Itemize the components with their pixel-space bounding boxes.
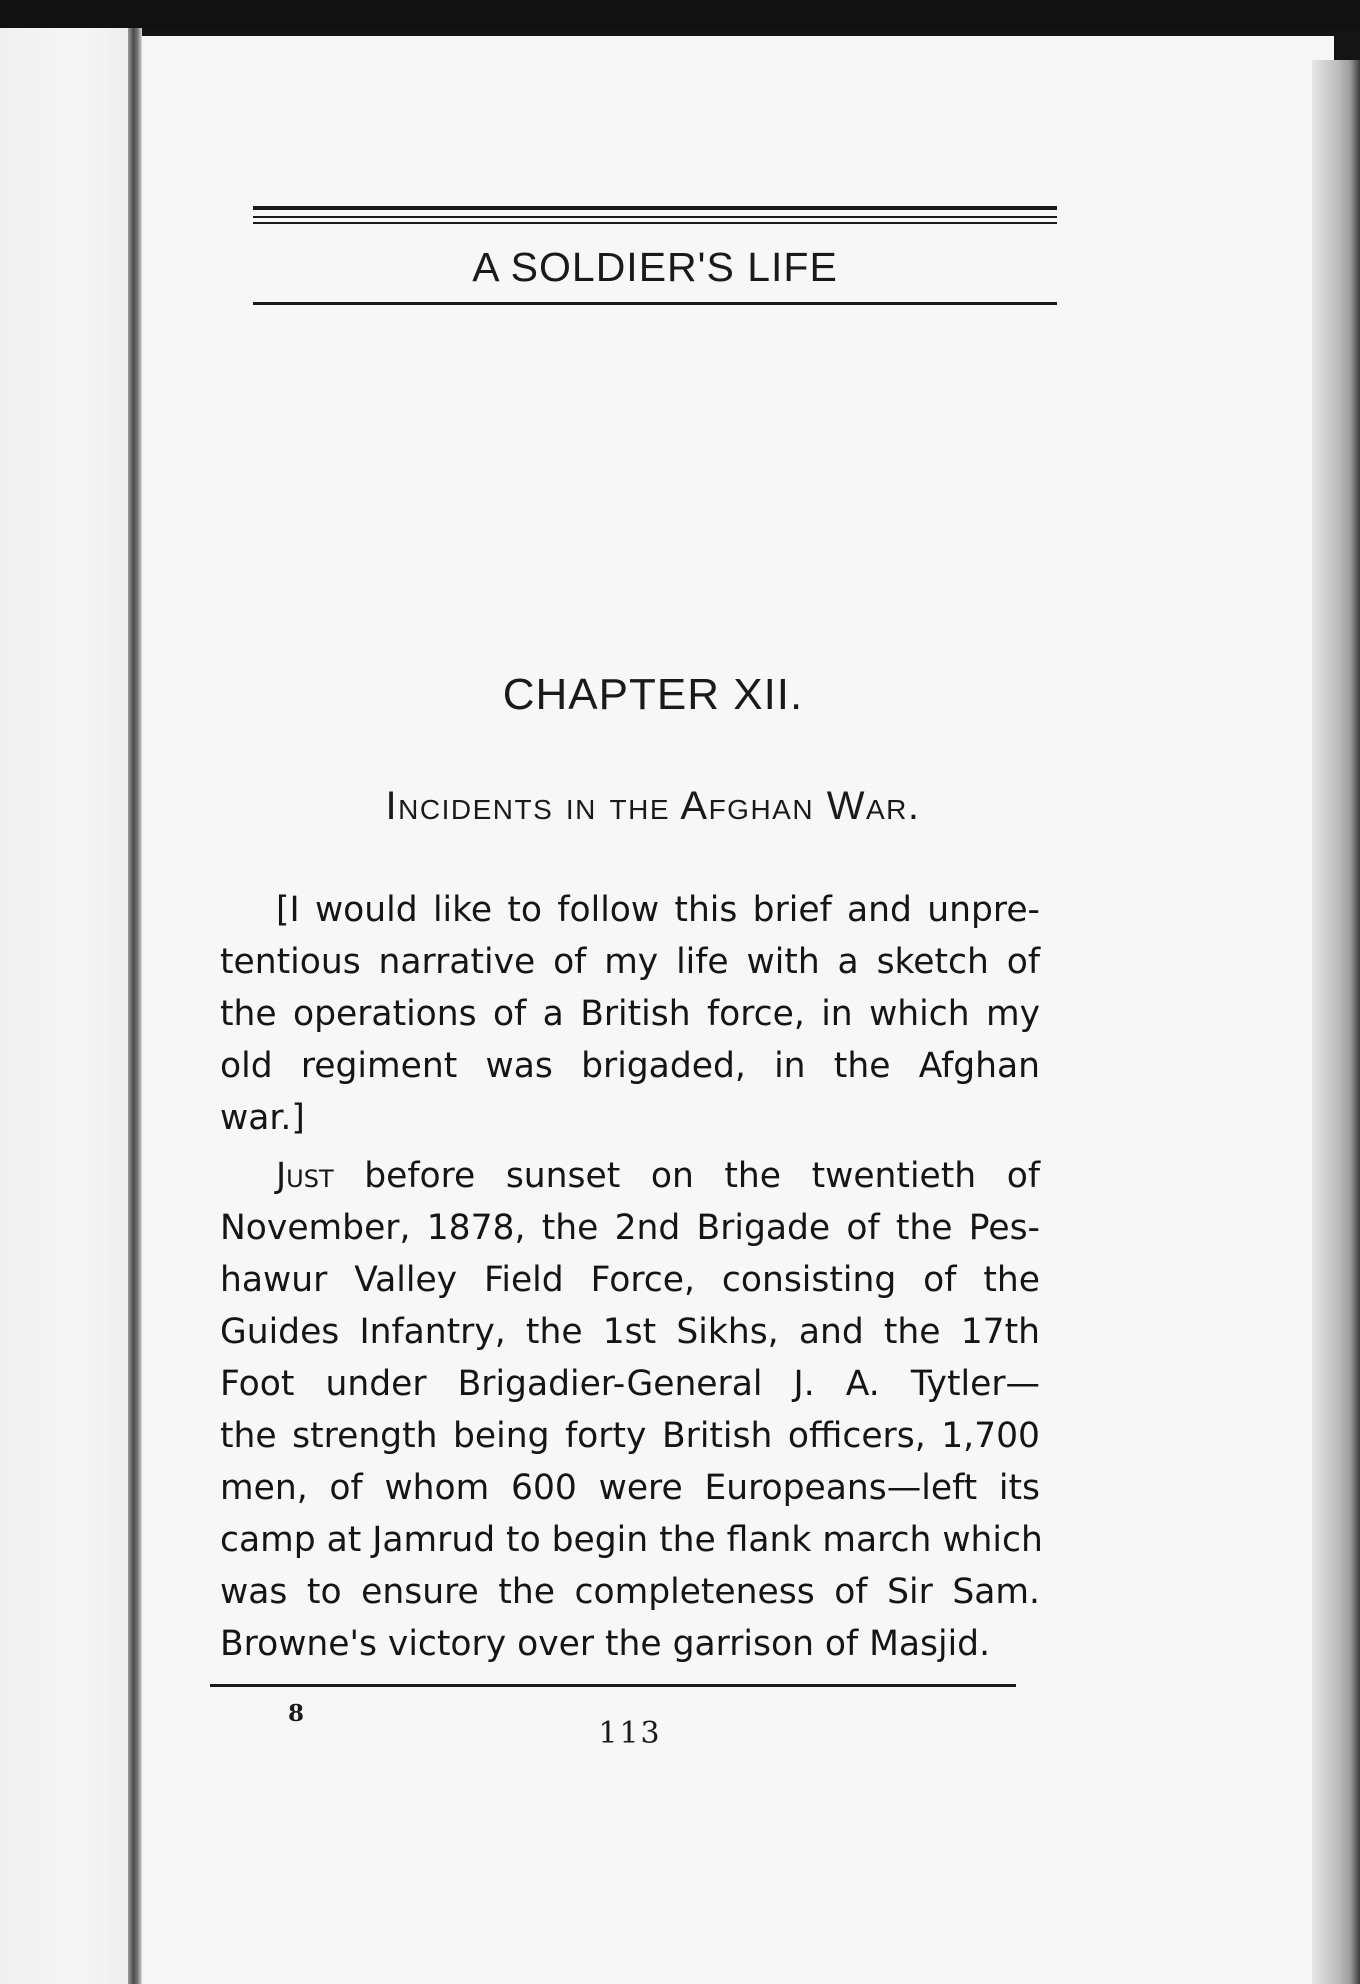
body-first-line: [220, 1150, 1040, 1202]
facing-page-edge: [0, 28, 136, 1984]
intro-line: old regiment was brigaded, in the Afghan: [220, 1046, 1040, 1086]
body-line: camp at Jamrud to begin the flank march which: [220, 1520, 1043, 1560]
chapter-subtitle: Incidents in the Afghan War.: [385, 784, 921, 828]
body-line: men, of whom 600 were Europeans—left its: [220, 1468, 1040, 1508]
body-line: the strength being forty British officers, 1,700: [220, 1416, 1040, 1456]
footer-rule: [210, 1684, 1016, 1687]
running-header-title: A SOLDIER'S LIFE: [472, 244, 838, 290]
scan-top-border: [0, 0, 1360, 30]
body-line: Foot under Brigadier-General J. A. Tytler—: [220, 1364, 1040, 1404]
chapter-number: CHAPTER XII.: [502, 670, 804, 719]
body-line: was to ensure the completeness of Sir Sam.: [220, 1572, 1040, 1612]
first-line-text: before sunset on the twentieth of: [333, 1156, 1040, 1196]
body-line: Browne's victory over the garrison of Masjid.: [220, 1624, 991, 1664]
intro-line: the operations of a British force, in which my: [220, 994, 1040, 1034]
intro-line: tentious narrative of my life with a sketch of: [220, 942, 1040, 982]
signature-mark: 8: [288, 1700, 305, 1727]
intro-paragraph: [220, 884, 1040, 1144]
lead-word: Just: [276, 1156, 334, 1196]
book-gutter: [128, 28, 142, 1984]
header-rule-top-thin-1: [253, 216, 1057, 218]
page-stack-edge: [1312, 60, 1360, 1984]
page-number: 113: [598, 1716, 662, 1751]
body-paragraph: [220, 1150, 1043, 1670]
header-rule-top-thin-2: [253, 222, 1057, 224]
intro-line: war.]: [220, 1098, 305, 1138]
header-rule-top-thick: [253, 206, 1057, 210]
body-line: Guides Infantry, the 1st Sikhs, and the 17th: [220, 1312, 1040, 1352]
header-rule-bottom: [253, 302, 1057, 305]
body-line: hawur Valley Field Force, consisting of the: [220, 1260, 1040, 1300]
intro-line: [I would like to follow this brief and unpre-: [276, 890, 1040, 930]
body-line: November, 1878, the 2nd Brigade of the Pes-: [220, 1208, 1040, 1248]
